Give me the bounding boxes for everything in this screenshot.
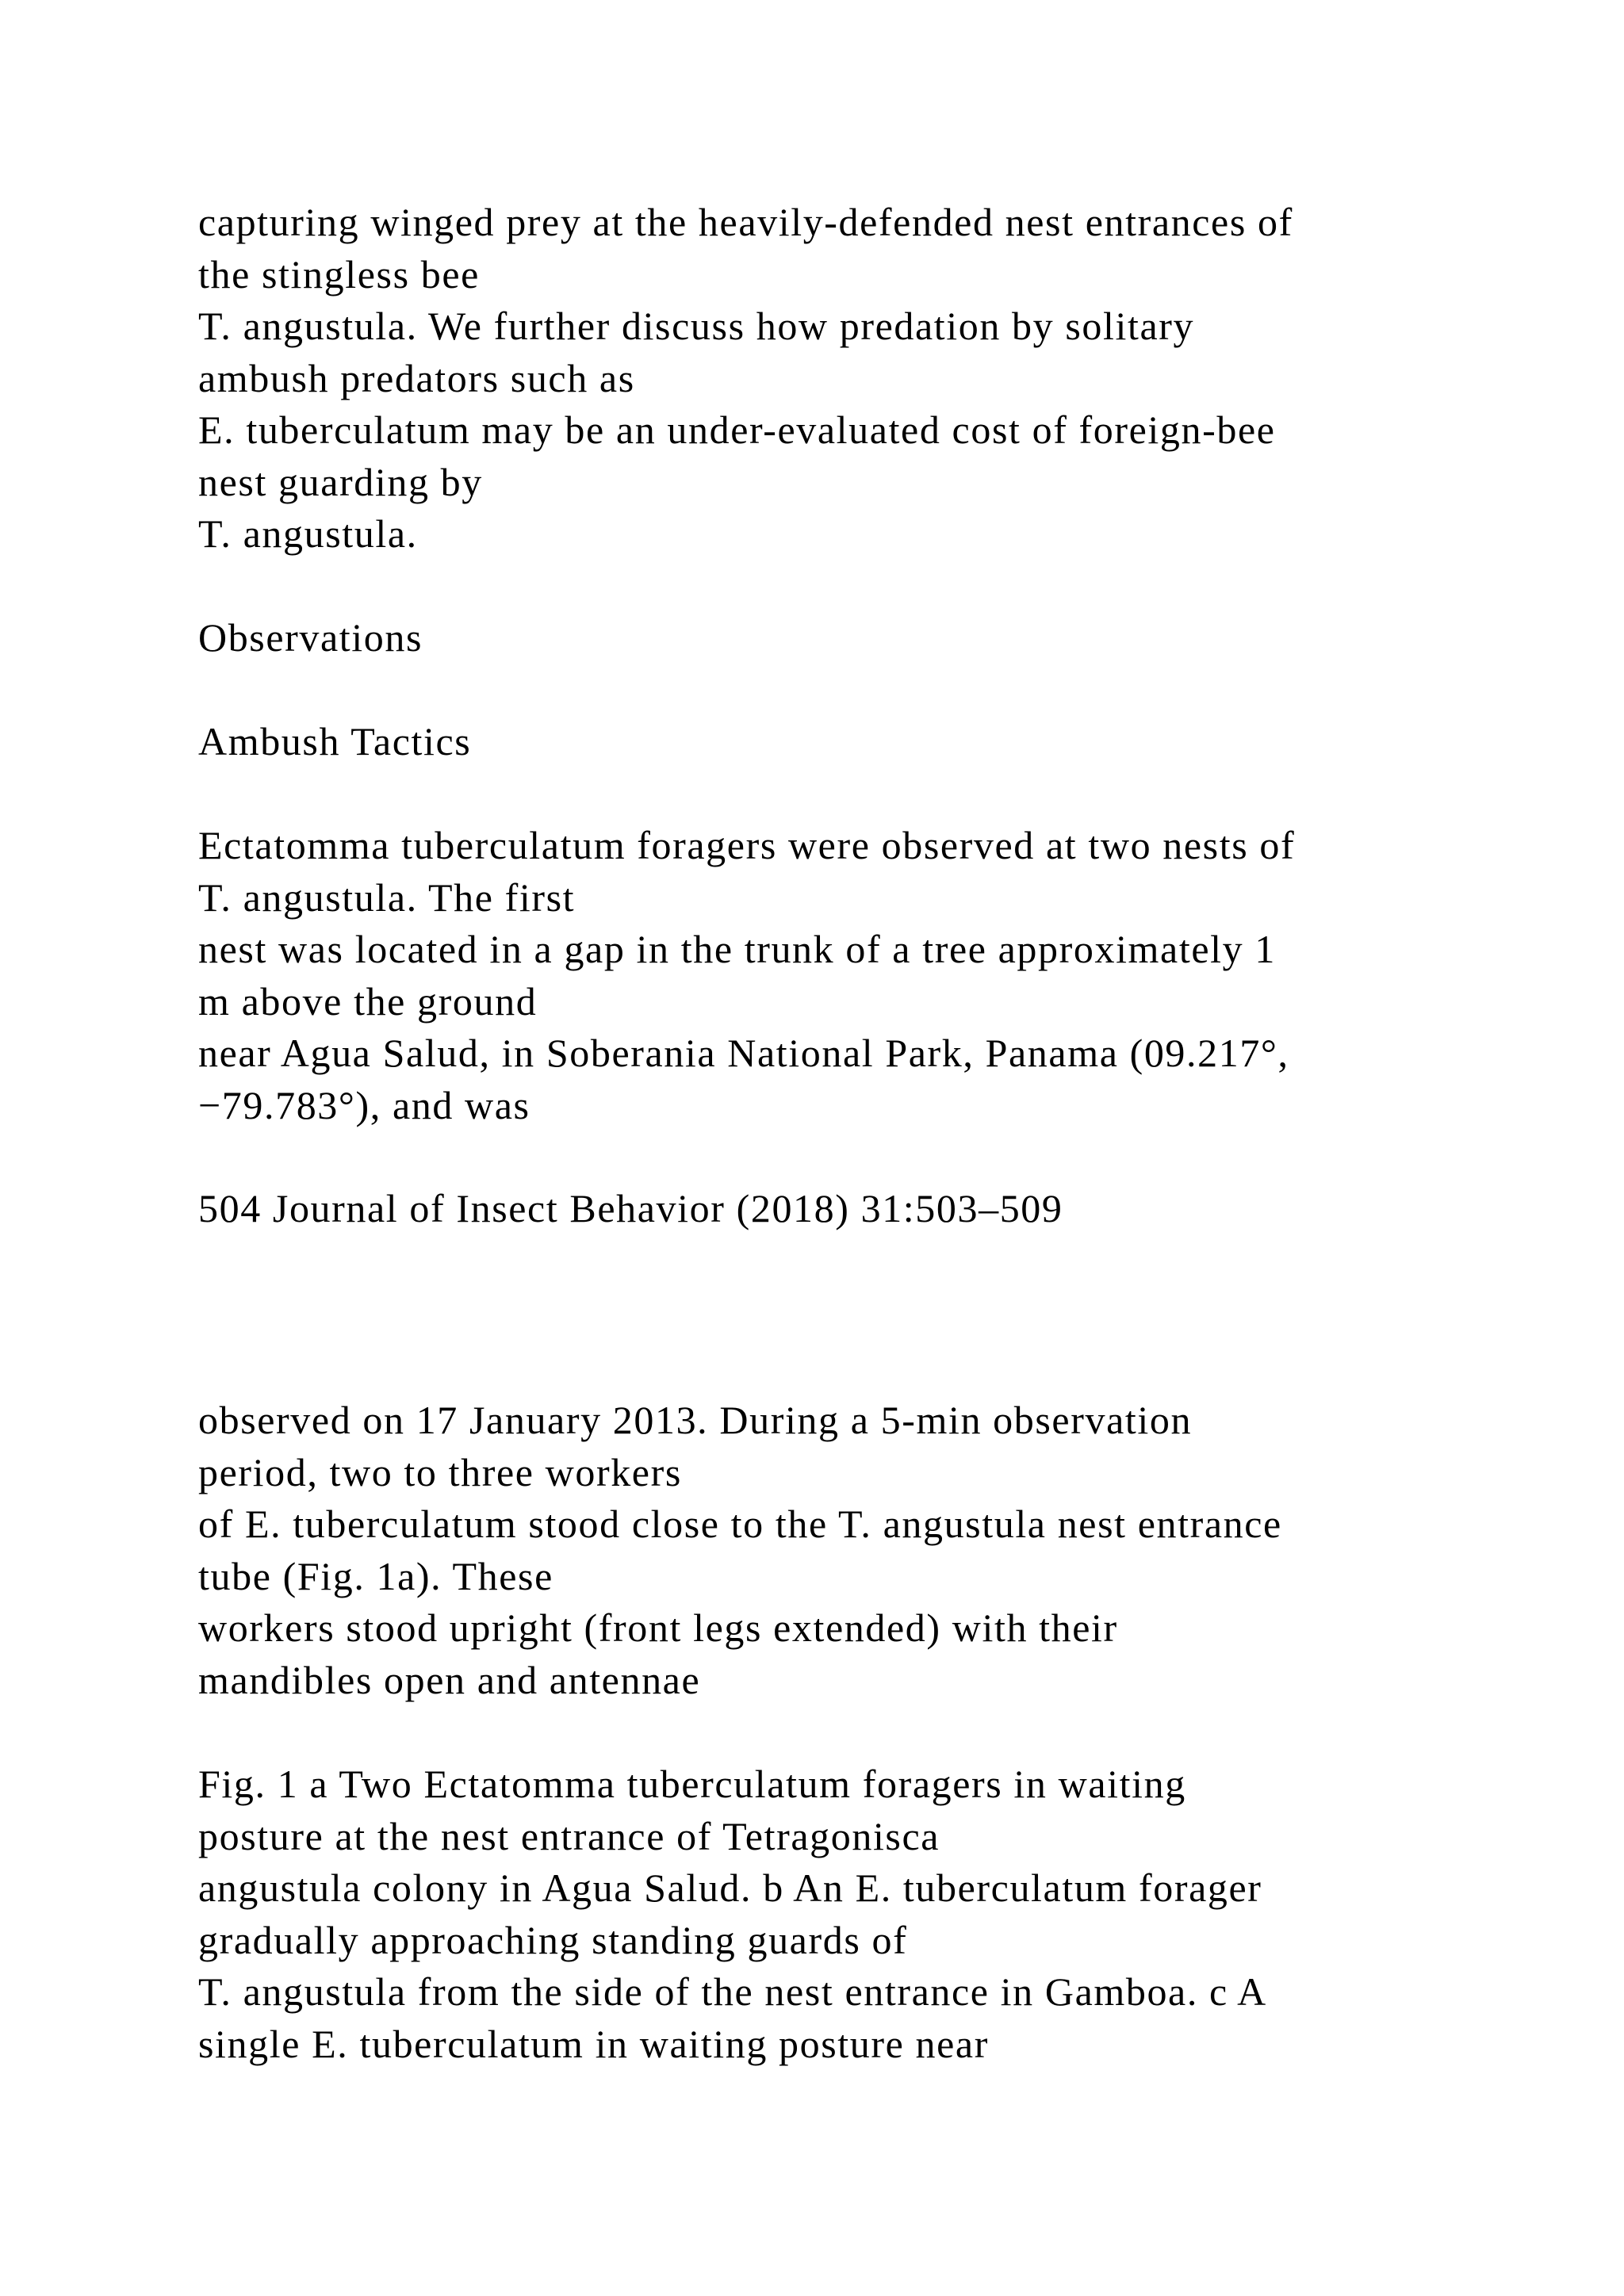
text-line: of E. tuberculatum stood close to the T. angustula nest entrance: [198, 1502, 1282, 1546]
continuation-paragraph: [198, 1395, 1562, 1706]
text-line: T. angustula. We further discuss how predation by solitary: [198, 304, 1195, 348]
text-line: −79.783°), and was: [198, 1082, 530, 1127]
text-line: m above the ground: [198, 978, 538, 1024]
text-line: single E. tuberculatum in waiting posture near: [198, 2021, 989, 2066]
text-line: near Agua Salud, in Soberania National Park, Panama (09.217°,: [198, 1031, 1289, 1075]
heading-text: Ambush Tactics: [198, 719, 472, 763]
text-line: T. angustula.: [198, 511, 418, 556]
text-line: Fig. 1 a Two Ectatomma tuberculatum foragers in waiting: [198, 1762, 1186, 1806]
figure-caption: [198, 1758, 1562, 2070]
text-line: gradually approaching standing guards of: [198, 1917, 908, 1962]
subsection-heading-ambush-tactics: [198, 716, 1562, 768]
section-heading-observations: [198, 612, 1562, 664]
text-line: capturing winged prey at the heavily-defended nest entrances of: [198, 200, 1293, 244]
text-line: T. angustula. The first: [198, 874, 576, 920]
text-line: workers stood upright (front legs extended) with their: [198, 1605, 1118, 1650]
text-line: the stingless bee: [198, 251, 480, 297]
text-line: angustula colony in Agua Salud. b An E. tuberculatum forager: [198, 1866, 1262, 1910]
text-line: period, two to three workers: [198, 1449, 682, 1494]
text-line: mandibles open and antennae: [198, 1657, 701, 1702]
intro-paragraph: [198, 197, 1562, 561]
heading-text: Observations: [198, 615, 423, 660]
observation-paragraph: [198, 820, 1562, 1131]
text-line: E. tuberculatum may be an under-evaluated cost of foreign-bee: [198, 408, 1276, 452]
text-line: ambush predators such as: [198, 355, 635, 400]
text-line: Ectatomma tuberculatum foragers were observed at two nests of: [198, 823, 1296, 867]
text-line: posture at the nest entrance of Tetragonisca: [198, 1813, 940, 1858]
text-line: observed on 17 January 2013. During a 5-min observation: [198, 1398, 1193, 1442]
text-line: T. angustula from the side of the nest entrance in Gamboa. c A: [198, 1969, 1267, 2014]
text-line: tube (Fig. 1a). These: [198, 1553, 553, 1598]
running-footer: [198, 1183, 1562, 1235]
text-line: nest was located in a gap in the trunk of a tree approximately 1: [198, 927, 1276, 971]
footer-text: 504 Journal of Insect Behavior (2018) 31:503–509: [198, 1186, 1063, 1230]
text-line: nest guarding by: [198, 459, 483, 504]
